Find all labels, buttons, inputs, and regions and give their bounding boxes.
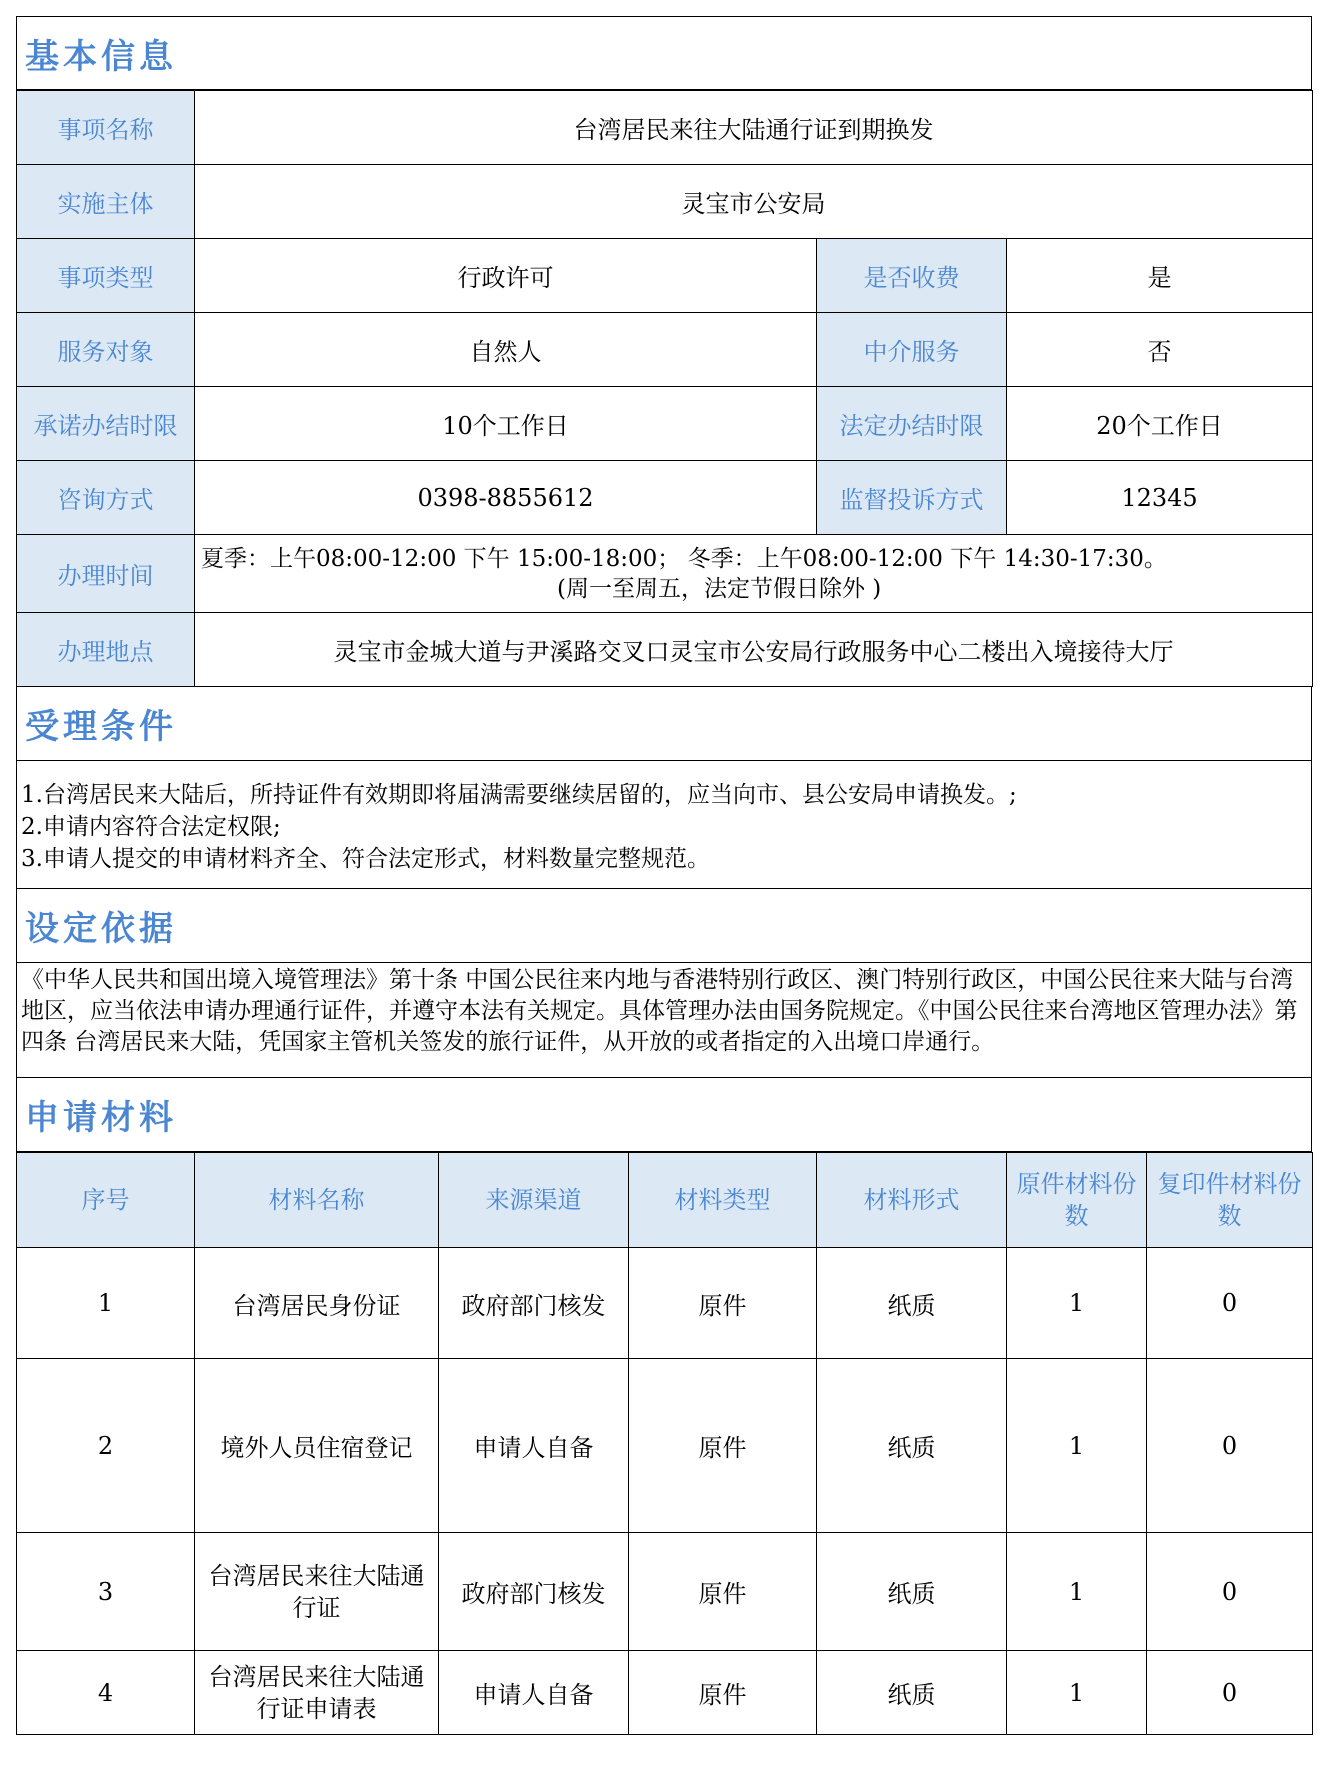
cell-name: 台湾居民来往大陆通行证申请表 — [195, 1651, 439, 1735]
cell-form: 纸质 — [817, 1533, 1007, 1651]
table-row — [17, 1359, 1313, 1533]
hours-line-1: 夏季：上午08:00-12:00 下午 15:00-18:00； 冬季：上午08:00-12:00 下午 14:30-17:30。 — [201, 545, 1167, 572]
table-row — [17, 239, 1313, 313]
cell-form: 纸质 — [817, 1359, 1007, 1533]
condition-item: 3.申请人提交的申请材料齐全、符合法定形式，材料数量完整规范。 — [21, 846, 710, 872]
type-value: 行政许可 — [195, 239, 817, 313]
document-sheet — [16, 16, 1312, 1735]
section-title-materials: 申请材料 — [16, 1078, 1312, 1152]
header-original-count: 原件材料份数 — [1007, 1153, 1147, 1248]
cell-source: 政府部门核发 — [439, 1248, 629, 1359]
table-row — [17, 535, 1313, 613]
complaint-label: 监督投诉方式 — [817, 461, 1007, 535]
cell-copy-count: 0 — [1147, 1248, 1313, 1359]
subject-value: 灵宝市公安局 — [195, 165, 1313, 239]
table-row — [17, 461, 1313, 535]
cell-original-count: 1 — [1007, 1533, 1147, 1651]
section-title-conditions: 受理条件 — [16, 687, 1312, 761]
section-title-basic-info: 基本信息 — [16, 16, 1312, 90]
header-name: 材料名称 — [195, 1153, 439, 1248]
table-row — [17, 613, 1313, 687]
materials-table — [16, 1152, 1313, 1735]
cell-copy-count: 0 — [1147, 1651, 1313, 1735]
basis-text: 《中华人民共和国出境入境管理法》第十条 中国公民往来内地与香港特别行政区、澳门特别行政区，中国公民往来大陆与台湾地区，应当依法申请办理通行证件，并遵守本法有关规定。具体管理办法由国务院规定。《中国公民往来台湾地区管理办法》第四条 台湾居民来大陆，凭国家主管机关签发的旅行证件，从开放的或者指定的入出境口岸通行。 — [16, 963, 1312, 1078]
promise-time-label: 承诺办结时限 — [17, 387, 195, 461]
conditions-block — [16, 761, 1312, 889]
cell-original-count: 1 — [1007, 1651, 1147, 1735]
hours-label: 办理时间 — [17, 535, 195, 613]
table-row — [17, 1248, 1313, 1359]
cell-name: 境外人员住宿登记 — [195, 1359, 439, 1533]
condition-item: 1.台湾居民来大陆后，所持证件有效期即将届满需要继续居留的，应当向市、县公安局申请换发。; — [21, 782, 1017, 808]
cell-copy-count: 0 — [1147, 1533, 1313, 1651]
place-label: 办理地点 — [17, 613, 195, 687]
legal-time-value: 20个工作日 — [1007, 387, 1313, 461]
agency-value: 否 — [1007, 313, 1313, 387]
cell-name: 台湾居民来往大陆通行证 — [195, 1533, 439, 1651]
type-label: 事项类型 — [17, 239, 195, 313]
consult-value: 0398-8855612 — [195, 461, 817, 535]
cell-type: 原件 — [629, 1533, 817, 1651]
table-header-row — [17, 1153, 1313, 1248]
place-value: 灵宝市金城大道与尹溪路交叉口灵宝市公安局行政服务中心二楼出入境接待大厅 — [195, 613, 1313, 687]
table-row — [17, 91, 1313, 165]
section-title-basis: 设定依据 — [16, 889, 1312, 963]
legal-time-label: 法定办结时限 — [817, 387, 1007, 461]
cell-form: 纸质 — [817, 1651, 1007, 1735]
header-source: 来源渠道 — [439, 1153, 629, 1248]
cell-form: 纸质 — [817, 1248, 1007, 1359]
cell-original-count: 1 — [1007, 1248, 1147, 1359]
complaint-value: 12345 — [1007, 461, 1313, 535]
table-row — [17, 313, 1313, 387]
header-form: 材料形式 — [817, 1153, 1007, 1248]
header-index: 序号 — [17, 1153, 195, 1248]
agency-label: 中介服务 — [817, 313, 1007, 387]
cell-original-count: 1 — [1007, 1359, 1147, 1533]
cell-index: 4 — [17, 1651, 195, 1735]
fee-label: 是否收费 — [817, 239, 1007, 313]
cell-type: 原件 — [629, 1359, 817, 1533]
cell-index: 2 — [17, 1359, 195, 1533]
header-type: 材料类型 — [629, 1153, 817, 1248]
target-label: 服务对象 — [17, 313, 195, 387]
condition-item: 2.申请内容符合法定权限; — [21, 814, 281, 840]
hours-line-2: (周一至周五，法定节假日除外 ) — [557, 575, 882, 602]
basic-info-table — [16, 90, 1313, 687]
cell-source: 政府部门核发 — [439, 1533, 629, 1651]
hours-value — [195, 535, 1313, 613]
target-value: 自然人 — [195, 313, 817, 387]
table-row — [17, 165, 1313, 239]
cell-source: 申请人自备 — [439, 1651, 629, 1735]
consult-label: 咨询方式 — [17, 461, 195, 535]
table-row — [17, 387, 1313, 461]
table-row — [17, 1651, 1313, 1735]
item-name-label: 事项名称 — [17, 91, 195, 165]
table-row — [17, 1533, 1313, 1651]
cell-source: 申请人自备 — [439, 1359, 629, 1533]
cell-copy-count: 0 — [1147, 1359, 1313, 1533]
promise-time-value: 10个工作日 — [195, 387, 817, 461]
fee-value: 是 — [1007, 239, 1313, 313]
item-name-value: 台湾居民来往大陆通行证到期换发 — [195, 91, 1313, 165]
cell-type: 原件 — [629, 1248, 817, 1359]
subject-label: 实施主体 — [17, 165, 195, 239]
cell-type: 原件 — [629, 1651, 817, 1735]
cell-index: 3 — [17, 1533, 195, 1651]
cell-index: 1 — [17, 1248, 195, 1359]
header-copy-count: 复印件材料份数 — [1147, 1153, 1313, 1248]
cell-name: 台湾居民身份证 — [195, 1248, 439, 1359]
